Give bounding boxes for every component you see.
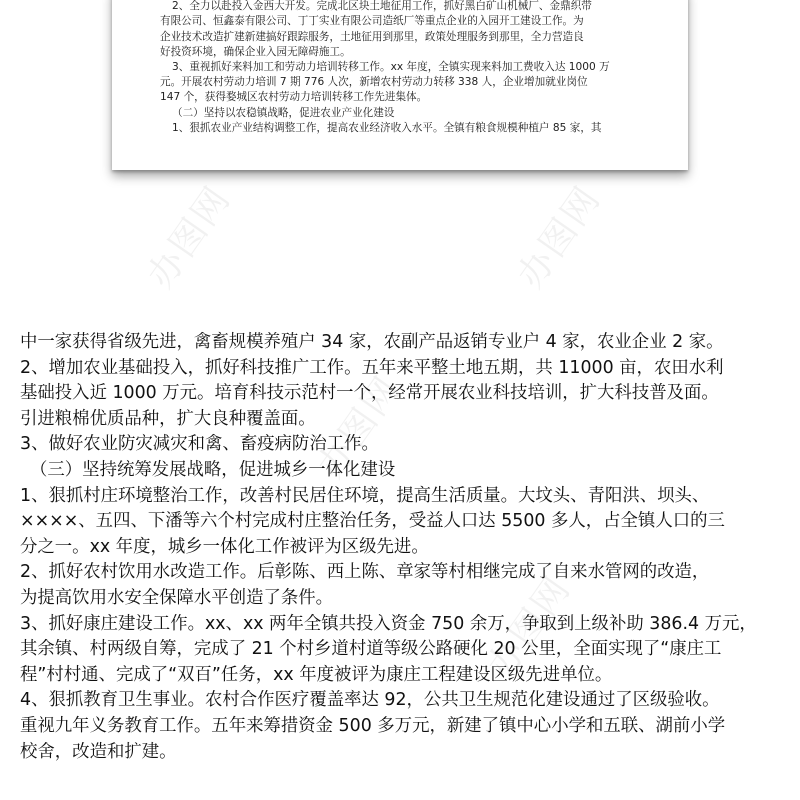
- preview-line: 企业技术改造扩建新建搞好跟踪服务，土地征用到那里，政策处理服务到那里，全力营造良: [160, 30, 584, 43]
- body-line: ××××、五四、下潘等六个村完成村庄整治任务，受益人口达 5500 多人，占全镇人口的三: [20, 511, 725, 532]
- document-preview-area: [0, 0, 800, 320]
- document-page-preview: [112, 0, 688, 170]
- body-line: 2、抓好农村饮用水改造工作。后彰陈、西上陈、章家等村相继完成了自来水管网的改造，: [20, 562, 710, 583]
- body-line: 重视九年义务教育工作。五年来筹措资金 500 多万元，新建了镇中心小学和五联、湖前小学: [20, 715, 726, 736]
- body-line: 基础投入近 1000 万元。培育科技示范村一个，经常开展农业科技培训，扩大科技普及面。: [20, 383, 719, 404]
- preview-line: 3、重视抓好来料加工和劳动力培训转移工作。xx 年度，全镇实现来料加工费收入达 1000 万: [172, 61, 610, 74]
- body-line: 3、抓好康庄建设工作。xx、xx 两年全镇共投入资金 750 余万，争取到上级补助 386.4 万元，: [20, 613, 757, 634]
- body-line: 3、做好农业防灾减灾和禽、畜疫病防治工作。: [20, 434, 379, 455]
- preview-line: 好投资环境，确保企业入园无障碍施工。: [160, 45, 351, 58]
- preview-line: 147 个，获得婺城区农村劳动力培训转移工作先进集体。: [160, 91, 428, 104]
- document-body: [20, 330, 790, 765]
- body-line: 中一家获得省级先进，禽畜规模养殖户 34 家，农副产品返销专业户 4 家，农业企业 2 家。: [20, 332, 724, 352]
- preview-line: 元。开展农村劳动力培训 7 期 776 人次，新增农村劳动力转移 338 人，企业增加就业岗位: [160, 76, 588, 89]
- body-line: 其余镇、村两级自筹，完成了 21 个村乡道村道等级公路硬化 20 公里，全面实现了“康庄工: [20, 639, 722, 660]
- body-line: 分之一。xx 年度，城乡一体化工作被评为区级先进。: [20, 536, 429, 557]
- preview-section-heading: （二）坚持以农稳镇战略，促进农业产业化建设: [172, 106, 395, 119]
- preview-line: 1、狠抓农业产业结构调整工作，提高农业经济收入水平。全镇有粮食规模种植户 85 家，其: [172, 121, 602, 134]
- preview-line: 有限公司、恒鑫泰有限公司、丁丁实业有限公司造纸厂等重点企业的入园开工建设工作。为: [160, 15, 584, 28]
- body-line: 4、狠抓教育卫生事业。农村合作医疗覆盖率达 92，公共卫生规范化建设通过了区级验收。: [20, 690, 720, 711]
- watermark: 办图网: [309, 368, 409, 486]
- watermark: 办图网: [479, 568, 579, 686]
- body-line: 程”村村通、完成了“双百”任务，xx 年度被评为康庄工程建设区级先进单位。: [20, 664, 613, 685]
- preview-line: 2、全力以赴投入金西大开发。完成北区块土地征用工作，抓好黑白矿山机械厂、金鼎织带: [172, 0, 592, 13]
- body-line: 1、狠抓村庄环境整治工作，改善村民居住环境，提高生活质量。大坟头、青阳洪、坝头、: [20, 485, 710, 506]
- body-line: 校舍，改造和扩建。: [20, 741, 177, 762]
- body-line: 为提高饮用水安全保障水平创造了条件。: [20, 587, 334, 608]
- page-preview-text: [160, 0, 660, 136]
- body-line: 引进粮棉优质品种，扩大良种覆盖面。: [20, 408, 316, 429]
- section-heading: （三）坚持统筹发展战略，促进城乡一体化建设: [30, 459, 396, 480]
- body-line: 2、增加农业基础投入，抓好科技推广工作。五年来平整土地五期，共 11000 亩，农田水利: [20, 357, 724, 378]
